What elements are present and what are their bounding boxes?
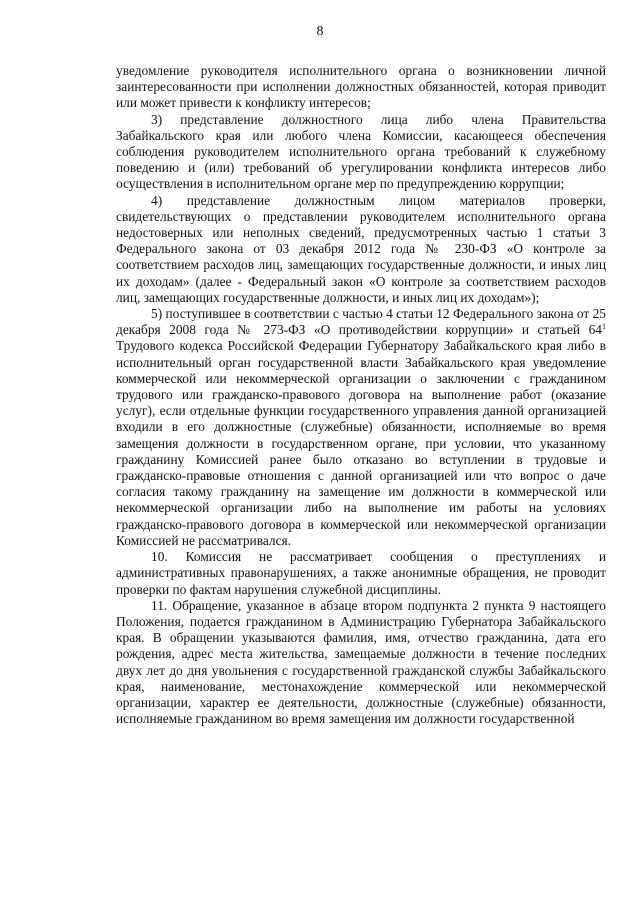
paragraph-notification-continuation: уведомление руководителя исполнительного органа о возникновении личной заинтересованности при исполнении должностных обязанностей, которая приводит или может привести к конфликту интересов; bbox=[116, 63, 606, 111]
paragraph-item-5-text-end: Трудового кодекса Российской Федерации Губернатору Забайкальского края либо в исполнительный орган государственной власти Забайкальского края уведомление коммерческой или некоммерческой организации о заключении с гражданином трудового или гражданско-правового договора на выполнение работ (оказание услуг), если отдельные функции государственного управления данной организацией входили в его должностные (служебные) обязанности, исполняемые во время замещения должности в государственном органе, при условии, что указанному гражданину Комиссией ранее было отказано во вступлении в трудовые и гражданско-правовые отношения с данной организацией или что вопрос о даче согласия такому гражданину на замещение им должности в коммерческой или некоммерческой организации либо на выполнение им работы на условиях гражданско-правового договора в коммерческой или некоммерческой организации Комиссией не рассматривался. bbox=[116, 338, 606, 548]
document-body bbox=[116, 63, 606, 727]
paragraph-item-5 bbox=[116, 306, 606, 549]
paragraph-item-5-text-start: 5) поступившее в соответствии с частью 4 статьи 12 Федерального закона от 25 декабря 2008 года № 273-ФЗ «О противодействии коррупции» и статьей 64 bbox=[116, 306, 606, 338]
article-superscript: 1 bbox=[602, 322, 606, 332]
paragraph-item-4: 4) представление должностным лицом материалов проверки, свидетельствующих о представлении руководителем исполнительного органа недостоверных или неполных сведений, предусмотренных частью 1 статьи 3 Федерального закона от 03 декабря 2012 года № 230-ФЗ «О контроле за соответствием расходов лиц, замещающих государственные должности, и иных лиц их доходам» (далее - Федеральный закон «О контроле за соответствием расходов лиц, замещающих государственные должности, и иных лиц их доходам»); bbox=[116, 192, 606, 305]
paragraph-clause-11: 11. Обращение, указанное в абзаце втором подпункта 2 пункта 9 настоящего Положения, подается гражданином в Администрацию Губернатора Забайкальского края. В обращении указываются фамилия, имя, отчество гражданина, дата его рождения, адрес места жительства, замещаемые должности в течение последних двух лет до дня увольнения с государственной гражданской службы Забайкальского края, наименование, местонахождение коммерческой или некоммерческой организации, характер ее деятельности, должностные (служебные) обязанности, исполняемые гражданином во время замещения им должности государственной bbox=[116, 597, 606, 727]
page-number: 8 bbox=[316, 24, 324, 39]
paragraph-item-3: 3) представление должностного лица либо члена Правительства Забайкальского края или любого члена Комиссии, касающееся обеспечения соблюдения руководителем исполнительного органа требований к служебному поведению и (или) требований об урегулировании конфликта интересов либо осуществления в исполнительном органе мер по предупреждению коррупции; bbox=[116, 111, 606, 192]
paragraph-clause-10: 10. Комиссия не рассматривает сообщения о преступлениях и административных правонарушениях, а также анонимные обращения, не проводит проверки по фактам нарушения служебной дисциплины. bbox=[116, 549, 606, 597]
